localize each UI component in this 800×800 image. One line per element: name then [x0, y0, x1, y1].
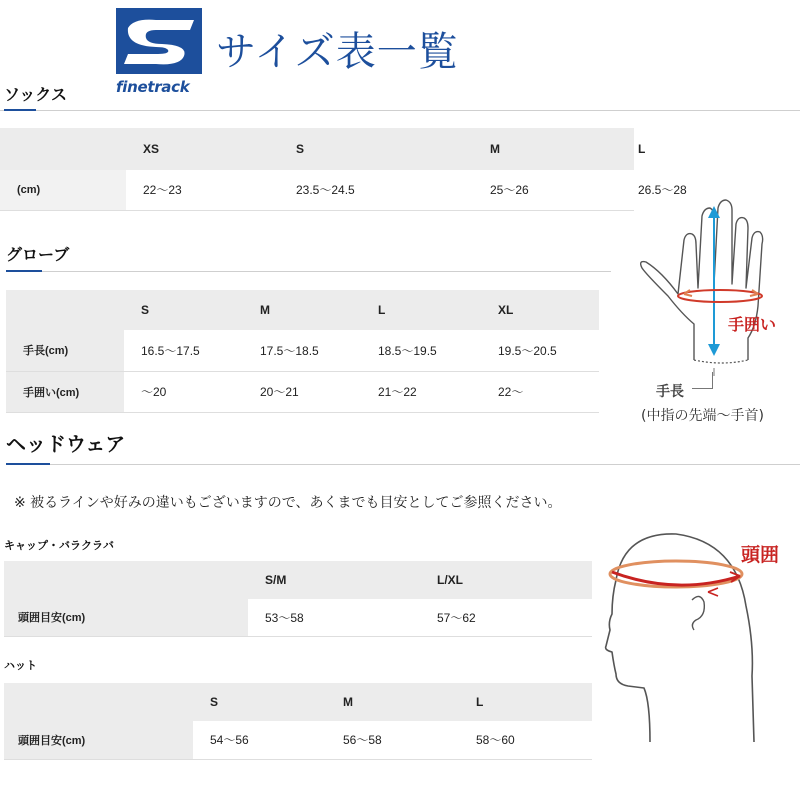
- gloves-row-girth: [6, 371, 599, 412]
- table-cell: 〜20: [124, 371, 243, 412]
- page-title: サイズ表一覧: [216, 29, 459, 75]
- gloves-size-table: [6, 290, 599, 413]
- socks-section-title: ソックス: [4, 85, 68, 104]
- headwear-note: ※ 被るラインや好みの違いもございますので、あくまでも目安としてご参照ください。: [14, 495, 562, 511]
- table-cell: 18.5〜19.5: [361, 330, 481, 371]
- gloves-row-length: [6, 330, 599, 371]
- socks-section-divider: [0, 110, 800, 111]
- gloves-row-length-label: 手長(cm): [6, 330, 124, 371]
- headwear-section-underline: [6, 463, 50, 465]
- table-cell: 17.5〜18.5: [243, 330, 361, 371]
- gloves-section-underline: [6, 270, 42, 272]
- cap-size-table: [4, 561, 592, 637]
- socks-col-xs: XS: [126, 128, 279, 170]
- gloves-col-xl: XL: [481, 290, 599, 330]
- headwear-section-divider: [6, 464, 800, 465]
- hat-row-head: [4, 721, 592, 759]
- socks-cell-l: 26.5〜28: [621, 170, 634, 210]
- table-cell: 58〜60: [459, 721, 592, 759]
- hat-header-corner: [4, 683, 193, 721]
- cap-header-corner: [4, 561, 248, 599]
- socks-col-s: S: [279, 128, 473, 170]
- hat-col-l: L: [459, 683, 592, 721]
- hand-length-leader-v: [712, 372, 713, 389]
- hand-length-note: (中指の先端〜手首): [641, 408, 764, 424]
- hat-size-table: [4, 683, 592, 760]
- gloves-row-girth-label: 手囲い(cm): [6, 371, 124, 412]
- table-cell: 22〜: [481, 371, 599, 412]
- socks-row-label: (cm): [0, 170, 126, 210]
- socks-col-m: M: [473, 128, 621, 170]
- table-cell: 16.5〜17.5: [124, 330, 243, 371]
- cap-col-sm: S/M: [248, 561, 420, 599]
- hat-col-s: S: [193, 683, 326, 721]
- table-cell: 19.5〜20.5: [481, 330, 599, 371]
- hat-header-row: [4, 683, 592, 721]
- gloves-header-row: [6, 290, 599, 330]
- table-cell: 21〜22: [361, 371, 481, 412]
- cap-table-title: キャップ・バラクラバ: [4, 539, 114, 552]
- gloves-col-m: M: [243, 290, 361, 330]
- socks-header-row: [0, 128, 634, 170]
- brand-wordmark: finetrack: [116, 78, 190, 96]
- socks-size-table: [0, 128, 687, 211]
- socks-section-underline: [4, 109, 36, 111]
- hand-outline-icon: [634, 196, 800, 376]
- table-cell: 53〜58: [248, 599, 420, 636]
- cap-row-head: [4, 599, 592, 636]
- gloves-section-divider: [6, 271, 611, 272]
- socks-header-corner: [0, 128, 126, 170]
- hand-length-label: 手長: [656, 384, 684, 400]
- socks-cell-s: 23.5〜24.5: [279, 170, 473, 210]
- hat-col-m: M: [326, 683, 459, 721]
- socks-cell-m: 25〜26: [473, 170, 621, 210]
- gloves-col-l: L: [361, 290, 481, 330]
- table-cell: 54〜56: [193, 721, 326, 759]
- socks-row-cm: [0, 170, 634, 210]
- head-girth-label: 頭囲: [741, 544, 780, 566]
- cap-col-lxl: L/XL: [420, 561, 592, 599]
- socks-cell-xs: 22〜23: [126, 170, 279, 210]
- table-cell: 56〜58: [326, 721, 459, 759]
- headwear-section-title: ヘッドウェア: [6, 432, 126, 456]
- cap-header-row: [4, 561, 592, 599]
- gloves-section-title: グローブ: [6, 245, 70, 264]
- gloves-col-s: S: [124, 290, 243, 330]
- gloves-header-corner: [6, 290, 124, 330]
- table-cell: 20〜21: [243, 371, 361, 412]
- hand-girth-label: 手囲い: [728, 315, 777, 334]
- hat-row-label: 頭囲目安(cm): [4, 721, 193, 759]
- hand-length-leader: [692, 388, 712, 389]
- logo-swoosh-icon: [116, 8, 202, 74]
- hat-table-title: ハット: [4, 659, 37, 672]
- table-cell: 57〜62: [420, 599, 592, 636]
- cap-row-label: 頭囲目安(cm): [4, 599, 248, 636]
- hand-measure-diagram: [634, 196, 800, 376]
- socks-col-l: L: [621, 128, 634, 170]
- finetrack-logo-mark: [116, 8, 202, 74]
